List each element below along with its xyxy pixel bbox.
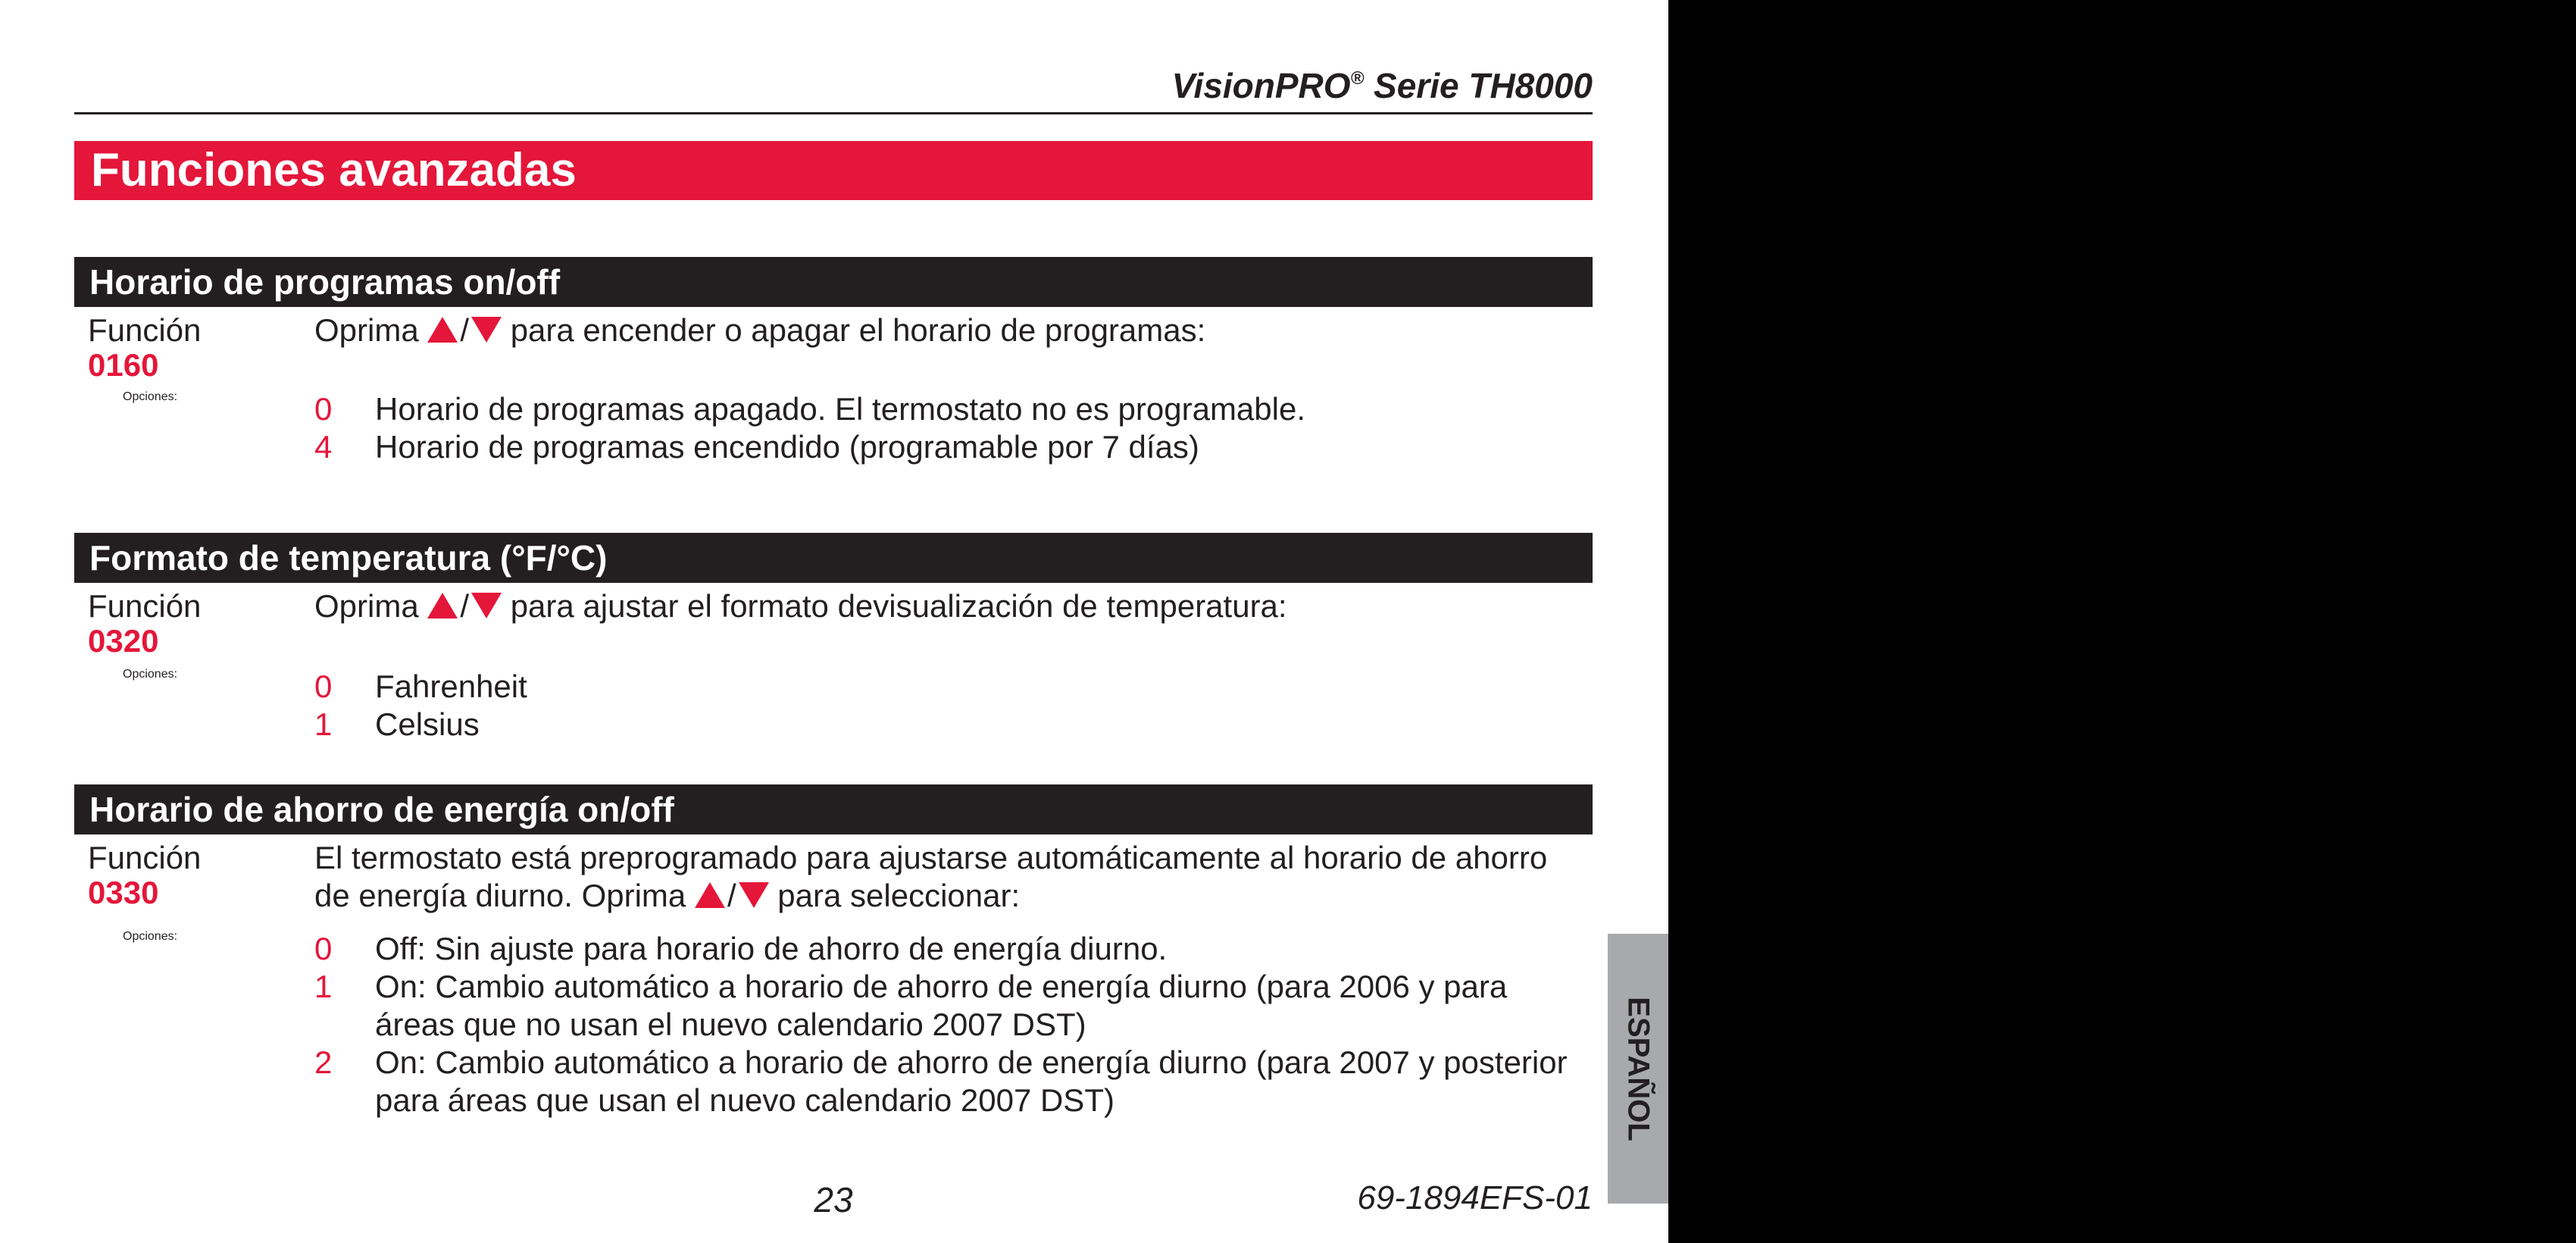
option-item	[74, 968, 1593, 1044]
options-label: Opciones:	[123, 930, 178, 943]
function-description	[314, 307, 1593, 349]
arrow-slash: /	[460, 312, 470, 348]
black-margin-band	[1668, 0, 2576, 1243]
function-code: 0160	[88, 347, 159, 383]
options-block	[74, 668, 1593, 744]
arrow-slash: /	[727, 878, 736, 913]
function-row	[74, 307, 1593, 383]
function-description	[314, 583, 1593, 625]
arrow-slash: /	[460, 588, 470, 624]
function-label: Función	[88, 840, 202, 875]
options-block	[74, 930, 1593, 1119]
option-item	[74, 706, 1593, 744]
function-description	[314, 834, 1593, 915]
description-text: para ajustar el formato devisualización de temperatura:	[502, 588, 1287, 624]
option-text: Horario de programas apagado. El termostato no es programable.	[375, 391, 1306, 427]
option-text: On: Cambio automático a horario de ahorro de energía diurno (para 2006 y para áreas que no usan el nuevo calendario 2007 DST)	[375, 969, 1508, 1042]
up-arrow-icon	[695, 882, 725, 908]
option-text: Celsius	[375, 706, 480, 742]
option-number: 0	[314, 931, 333, 966]
option-item	[74, 668, 1593, 706]
header-series: Serie TH8000	[1364, 66, 1593, 105]
option-number: 4	[314, 429, 333, 465]
page-number: 23	[814, 1180, 853, 1220]
option-number: 2	[314, 1044, 333, 1080]
option-item	[74, 390, 1593, 428]
function-row	[74, 583, 1593, 659]
header-rule	[74, 112, 1593, 114]
function-label: Función	[88, 588, 202, 624]
section-temperature-format	[74, 533, 1593, 744]
option-number: 0	[314, 391, 333, 427]
registered-mark: ®	[1350, 68, 1365, 89]
description-text: para seleccionar:	[768, 878, 1021, 913]
option-item	[74, 930, 1593, 968]
options-label: Opciones:	[123, 668, 178, 681]
option-number: 1	[314, 969, 333, 1004]
page-title: Funciones avanzadas	[74, 141, 1593, 200]
section-heading: Horario de ahorro de energía on/off	[74, 784, 1593, 834]
section-heading: Formato de temperatura (°F/°C)	[74, 533, 1593, 583]
description-text: para encender o apagar el horario de programas:	[502, 312, 1206, 348]
header-product: VisionPRO	[1171, 66, 1351, 105]
language-tab-label: ESPAÑOL	[1621, 996, 1655, 1141]
document-number: 69-1894EFS-01	[1357, 1179, 1593, 1216]
description-text: Oprima	[314, 312, 428, 348]
function-row	[74, 834, 1593, 915]
page-header	[74, 65, 1593, 106]
option-text: On: Cambio automático a horario de ahorro de energía diurno (para 2007 y posterior para áreas que usan el nuevo calendario 2007 DST)	[375, 1044, 1568, 1118]
option-text: Fahrenheit	[375, 668, 527, 704]
up-arrow-icon	[427, 593, 458, 618]
option-number: 1	[314, 706, 333, 742]
option-item	[74, 1044, 1593, 1119]
function-code: 0330	[88, 875, 159, 910]
section-daylight-saving	[74, 784, 1593, 1119]
options-label: Opciones:	[123, 390, 178, 403]
options-block	[74, 390, 1593, 466]
function-label: Función	[88, 312, 202, 348]
option-number: 0	[314, 668, 333, 704]
down-arrow-icon	[471, 593, 502, 618]
option-text: Horario de programas encendido (programable por 7 días)	[375, 429, 1199, 465]
function-code: 0320	[88, 623, 159, 659]
language-tab	[1608, 934, 1668, 1204]
option-text: Off: Sin ajuste para horario de ahorro de energía diurno.	[375, 931, 1168, 966]
description-text: Oprima	[314, 588, 428, 624]
down-arrow-icon	[739, 882, 769, 908]
up-arrow-icon	[427, 317, 458, 343]
description-text: El termostato está preprogramado para ajustarse automáticamente al horario de ahorro de energía diurno. Oprima	[314, 840, 1548, 913]
section-program-schedule	[74, 257, 1593, 466]
section-heading: Horario de programas on/off	[74, 257, 1593, 307]
option-item	[74, 428, 1593, 466]
down-arrow-icon	[471, 317, 502, 343]
